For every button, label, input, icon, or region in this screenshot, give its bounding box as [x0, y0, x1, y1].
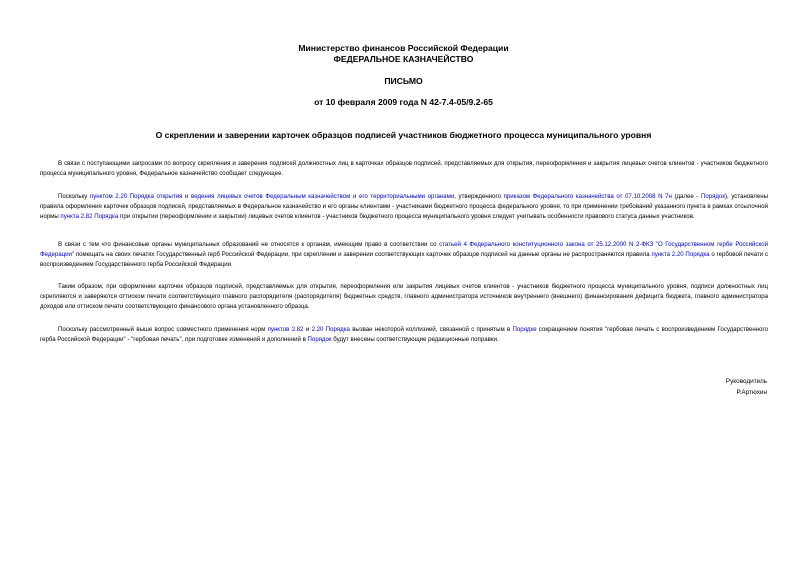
- paragraph-4-text: Таким образом, при оформлении карточек образцов подписей, представляемых для открытия, переоформления или закрытия лицевых счетов клиентов - участников бюджетного процесса муниципального уровня, подписи должностных лиц скрепляются и заверяются оттиском печати соответствующего главного распорядителя (распорядителя) бюджетных средств, главного администратора источников внутреннего (внешнего) финансирования дефицита бюджета, главного администратора доходов или оттиском печати соответствующего финансового органа установленного образца.: [40, 283, 768, 310]
- paragraph-3: [40, 240, 768, 270]
- paragraph-3-text: В связи с тем что финансовые органы муниципальных образований не относятся к органам, имеющим право в соответствии со: [58, 241, 440, 248]
- agency-name: ФЕДЕРАЛЬНОЕ КАЗНАЧЕЙСТВО: [333, 54, 474, 64]
- paragraph-4: [40, 282, 768, 312]
- paragraph-3-text: помещать на своих печатях Государственный герб Российской Федерации, при скреплении и заверении соответствующих карточек образцов подписей на данные органы не распространяются правила: [74, 251, 652, 258]
- link-poryadke[interactable]: Порядке: [512, 326, 537, 333]
- document-title: О скреплении и заверении карточек образцов подписей участников бюджетного процесса муниципального уровня: [155, 130, 652, 140]
- link-statya-4-fkz[interactable]: статьей 4 Федерального конституционного закона от 25.12.2000 N 2-ФКЗ "О Государственном гербе Российской Федерации": [40, 241, 768, 258]
- paragraph-1-text: В связи с поступающими запросами по вопросу скрепления и заверения подписей должностных лиц в карточках образцов подписей, представляемых для открытия, переоформления и закрытия лицевых счетов клиентов - участников бюджетного процесса муниципального уровня, Федеральное казначейство сообщает следующее.: [40, 160, 768, 177]
- link-punkt-2-20[interactable]: пункта 2.20 Порядка: [651, 251, 710, 258]
- paragraph-2-text: ), установлены правила оформления карточек образцов подписей, представляемых в Федеральное казначейство и его органы клиентами - участниками бюджетного процесса федерального уровня, то при применении требований указанного пункта в рамках отсылочной нормы: [40, 193, 768, 220]
- link-punkt-2-20-poryadka[interactable]: пунктом 2.20 Порядка открытия и ведения лицевых счетов Федеральным казначейством и его территориальными органами: [89, 193, 455, 200]
- paragraph-5: [40, 325, 768, 345]
- signature-position: Руководитель: [725, 378, 767, 385]
- paragraph-5-text: и: [303, 326, 312, 333]
- link-prikaz-7n[interactable]: приказом Федерального казначейства от 07.10.2008 N 7н: [503, 193, 672, 200]
- paragraph-3-text: о гербовой печати с воспроизведением Государственного герба Российской Федерации.: [40, 251, 768, 268]
- paragraph-2-text: при открытии (переоформлении и закрытии) лицевых счетов клиентов - участников бюджетного процесса муниципального уровня следует учитывать особенности правового статуса данных участников.: [118, 213, 695, 220]
- link-poryadok[interactable]: Порядок: [700, 193, 725, 200]
- document-type: ПИСЬМО: [384, 76, 423, 86]
- paragraph-1: [40, 159, 768, 179]
- paragraph-2-text: (далее -: [671, 193, 701, 200]
- link-poryadok[interactable]: Порядок: [307, 336, 332, 343]
- paragraph-2-text: , утвержденного: [454, 193, 504, 200]
- paragraph-5-text: сокращением понятия "гербовая печать с воспроизведением Государственного герба Российской Федерации" - "гербовая печать", при подготовке изменений и дополнений в: [40, 326, 769, 343]
- ministry-name: Министерство финансов Российской Федерации: [298, 43, 509, 53]
- link-punkt-2-82[interactable]: пункта 2.82 Порядка: [60, 213, 119, 220]
- paragraph-5-text: будут внесены соответствующие редакционные поправки.: [331, 336, 499, 343]
- paragraph-5-text: Поскольку рассмотренный выше вопрос совместного применения норм: [58, 326, 268, 333]
- paragraph-2-text: Поскольку: [58, 193, 90, 200]
- link-punkt-2-20[interactable]: 2.20 Порядка: [311, 326, 350, 333]
- document-date-number: от 10 февраля 2009 года N 42-7.4-05/9.2-65: [314, 97, 493, 107]
- paragraph-2: [40, 192, 768, 222]
- link-punkt-2-82[interactable]: пунктов 2.82: [267, 326, 304, 333]
- paragraph-5-text: вызван некоторой коллизией, связанной с принятым в: [349, 326, 513, 333]
- signature-name: Р.Артюхин: [736, 389, 767, 396]
